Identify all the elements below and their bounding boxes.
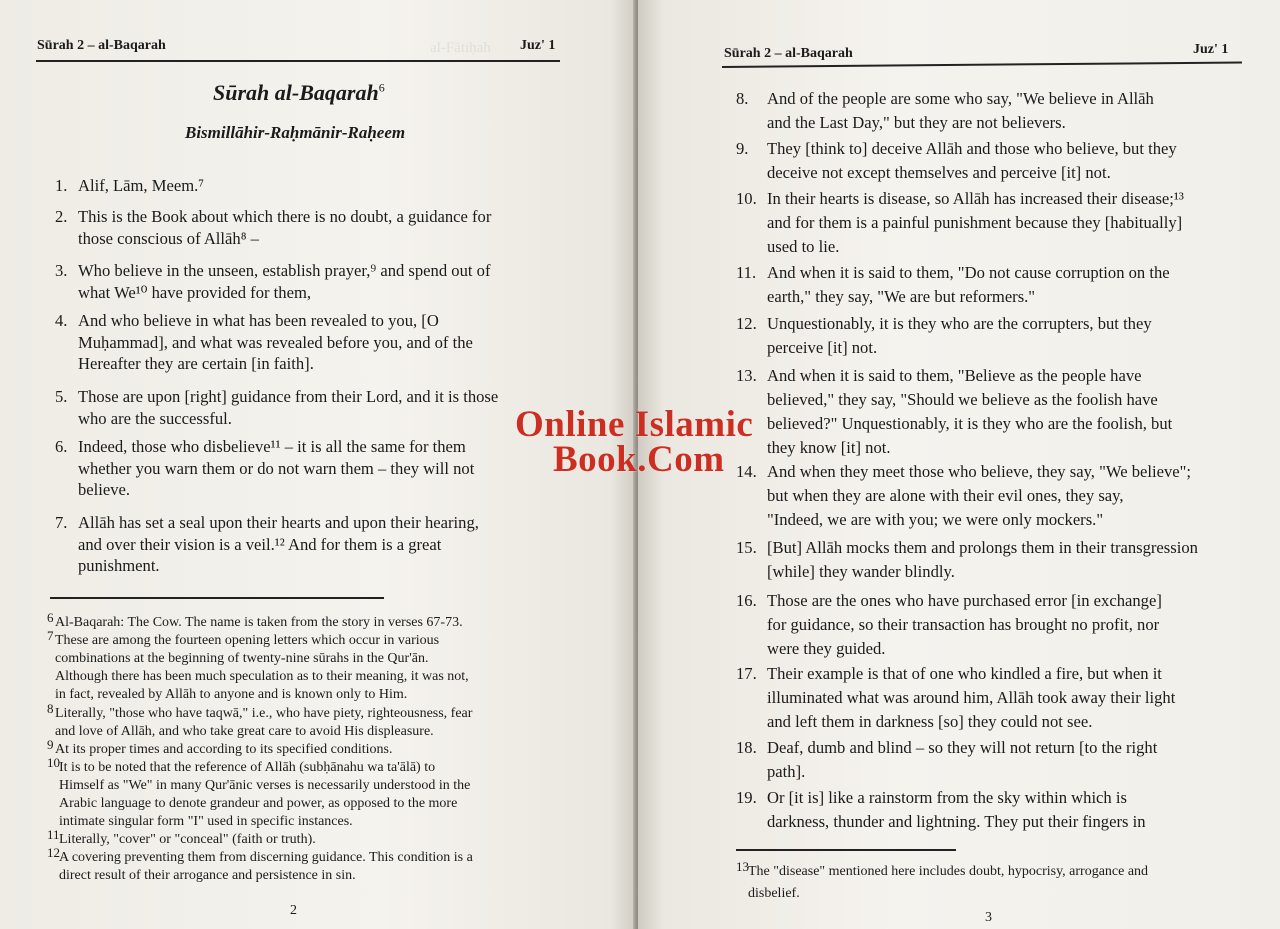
footnote-rule	[736, 849, 956, 851]
left-page	[0, 0, 636, 929]
footnote-line: A covering preventing them from discerning guidance. This condition is a	[59, 850, 473, 866]
watermark-line-1: Online Islamic	[515, 404, 754, 445]
verse-line: Allāh has set a seal upon their hearts and upon their hearing,	[78, 513, 479, 532]
verse-line: And when it is said to them, "Believe as the people have	[767, 366, 1142, 385]
bleed-through-text: al-Fātiḥah	[430, 40, 491, 56]
verse-line: what We¹⁰ have provided for them,	[78, 282, 312, 302]
footnote-line: and love of Allāh, and who take great care to avoid His displeasure.	[55, 723, 434, 739]
verse-number: 8.	[736, 89, 749, 108]
verse-line: They [think to] deceive Allāh and those who believe, but they	[767, 139, 1177, 158]
verse-line: Muḥammad], and what was revealed before you, and of the	[78, 332, 473, 352]
verse-number: 7.	[55, 513, 68, 532]
verse-line: believe.	[78, 480, 131, 499]
verse-line: darkness, thunder and lightning. They put their fingers in	[767, 812, 1146, 831]
verse-line: and for them is a painful punishment because they [habitually]	[767, 213, 1183, 232]
footnote-line: Although there has been much speculation as to their meaning, it was not,	[55, 669, 469, 685]
footnote-line: Literally, "cover" or "conceal" (faith or truth).	[59, 832, 316, 848]
verse-number: 16.	[736, 591, 757, 610]
right-header-rule	[722, 61, 1242, 68]
footnote-line: Literally, "those who have taqwā," i.e., who have piety, righteousness, fear	[55, 705, 473, 721]
verse-number: 12.	[736, 314, 757, 333]
verse-line: path].	[767, 762, 806, 781]
verse-line: and left them in darkness [so] they could not see.	[767, 712, 1093, 731]
footnote-number: 7	[47, 628, 54, 644]
verse-line: And who believe in what has been revealed to you, [O	[78, 311, 439, 330]
verse-line: deceive not except themselves and perceive [it] not.	[767, 163, 1111, 182]
left-header-surah: Sūrah 2 – al-Baqarah	[37, 38, 166, 53]
verse-line: were they guided.	[767, 639, 886, 658]
left-header-rule	[36, 60, 560, 62]
footnote-line: combinations at the beginning of twenty-nine sūrahs in the Qur'ān.	[55, 651, 429, 667]
verse-line: used to lie.	[767, 237, 840, 256]
footnote-line: Himself as "We" in many Qur'ānic verses is necessarily understood in the	[59, 777, 471, 793]
verse-number: 6.	[55, 437, 68, 456]
verse-number: 14.	[736, 462, 757, 481]
verse-number: 19.	[736, 788, 757, 807]
verse-line: This is the Book about which there is no doubt, a guidance for	[78, 207, 492, 226]
footnote-line: in fact, revealed by Allāh to anyone and is known only to Him.	[55, 687, 408, 703]
footnote-rule	[50, 597, 384, 599]
left-header-juz: Juz' 1	[520, 38, 556, 53]
footnote-number: 12	[47, 845, 60, 861]
page-number: 2	[290, 903, 297, 918]
verse-number: 1.	[55, 176, 68, 195]
verse-line: who are the successful.	[78, 408, 232, 428]
verse-line: [while] they wander blindly.	[767, 562, 955, 581]
verse-number: 11.	[736, 263, 757, 282]
verse-line: those conscious of Allāh⁸ –	[78, 228, 259, 248]
watermark-line-2: Book.Com	[553, 439, 725, 480]
verse-line: and over their vision is a veil.¹² And for them is a great	[78, 534, 442, 554]
verse-line: illuminated what was around him, Allāh took away their light	[767, 688, 1176, 707]
verse-line: Indeed, those who disbelieve¹¹ – it is all the same for them	[78, 437, 466, 456]
page-number: 3	[985, 910, 992, 925]
footnote-line: intimate singular form "I" used in specific instances.	[59, 814, 353, 830]
verse-number: 9.	[736, 139, 749, 158]
verse-line: Alif, Lām, Meem.⁷	[78, 176, 205, 195]
footnote-line: It is to be noted that the reference of Allāh (subḥānahu wa ta'ālā) to	[59, 759, 436, 775]
footnote-line: Al-Baqarah: The Cow. The name is taken from the story in verses 67-73.	[55, 615, 463, 630]
verse-line: Unquestionably, it is they who are the corrupters, but they	[767, 314, 1152, 333]
verse-number: 17.	[736, 664, 757, 683]
verse-number: 5.	[55, 387, 68, 406]
verse-number: 3.	[55, 261, 68, 280]
footnote-number: 13	[736, 859, 749, 874]
verse-line: believed?" Unquestionably, it is they who are the foolish, but	[767, 414, 1173, 433]
verse-line: In their hearts is disease, so Allāh has increased their disease;¹³	[767, 189, 1184, 208]
right-header-surah: Sūrah 2 – al-Baqarah	[724, 46, 853, 61]
footnote-number: 11	[47, 827, 60, 843]
right-page	[638, 0, 1280, 929]
verse-line: Those are upon [right] guidance from their Lord, and it is those	[78, 387, 499, 406]
footnote-line: direct result of their arrogance and persistence in sin.	[59, 868, 356, 884]
footnote-line: Arabic language to denote grandeur and power, as opposed to the more	[59, 795, 458, 811]
verse-line: earth," they say, "We are but reformers."	[767, 287, 1036, 306]
verse-line: believed," they say, "Should we believe as the foolish have	[767, 390, 1158, 409]
footnote-number: 10	[47, 754, 60, 770]
footnote-line: These are among the fourteen opening letters which occur in various	[55, 633, 440, 649]
footnote-line: The "disease" mentioned here includes doubt, hypocrisy, arrogance and	[748, 864, 1149, 879]
verse-line: "Indeed, we are with you; we were only mockers."	[767, 510, 1104, 529]
right-header-juz: Juz' 1	[1193, 42, 1229, 57]
verse-line: And when they meet those who believe, they say, "We believe";	[767, 462, 1192, 481]
verse-line: perceive [it] not.	[767, 338, 878, 357]
footnote-number: 9	[47, 736, 54, 752]
verse-number: 2.	[55, 207, 68, 226]
verse-number: 18.	[736, 738, 757, 757]
verse-number: 15.	[736, 538, 757, 557]
verse-line: Who believe in the unseen, establish prayer,⁹ and spend out of	[78, 261, 491, 280]
verse-line: Those are the ones who have purchased error [in exchange]	[767, 591, 1162, 610]
verse-line: but when they are alone with their evil ones, they say,	[767, 486, 1124, 505]
verse-number: 10.	[736, 189, 757, 208]
verse-line: And when it is said to them, "Do not cause corruption on the	[767, 263, 1170, 282]
verse-line: [But] Allāh mocks them and prolongs them in their transgression	[767, 538, 1198, 557]
footnote-number: 8	[47, 700, 54, 716]
verse-line: Deaf, dumb and blind – so they will not return [to the right	[767, 738, 1158, 757]
verse-line: Or [it is] like a rainstorm from the sky within which is	[767, 788, 1127, 807]
bismillah: Bismillāhir-Raḥmānir-Raḥeem	[185, 123, 406, 142]
verse-number: 4.	[55, 311, 68, 330]
surah-title: Sūrah al-Baqarah$^6$	[213, 80, 385, 105]
footnote-number: 6	[47, 610, 54, 625]
verse-line: for guidance, so their transaction has brought no profit, nor	[767, 615, 1160, 634]
footnote-line: At its proper times and according to its specified conditions.	[55, 741, 393, 757]
verse-line: Hereafter they are certain [in faith].	[78, 354, 314, 373]
verse-line: punishment.	[78, 556, 160, 575]
verse-line: And of the people are some who say, "We believe in Allāh	[767, 89, 1154, 108]
verse-line: and the Last Day," but they are not believers.	[767, 113, 1066, 132]
verse-line: Their example is that of one who kindled a fire, but when it	[767, 664, 1162, 683]
verse-number: 13.	[736, 366, 757, 385]
verse-line: whether you warn them or do not warn them – they will not	[78, 458, 475, 478]
footnote-line: disbelief.	[748, 886, 800, 901]
verse-line: they know [it] not.	[767, 438, 891, 457]
